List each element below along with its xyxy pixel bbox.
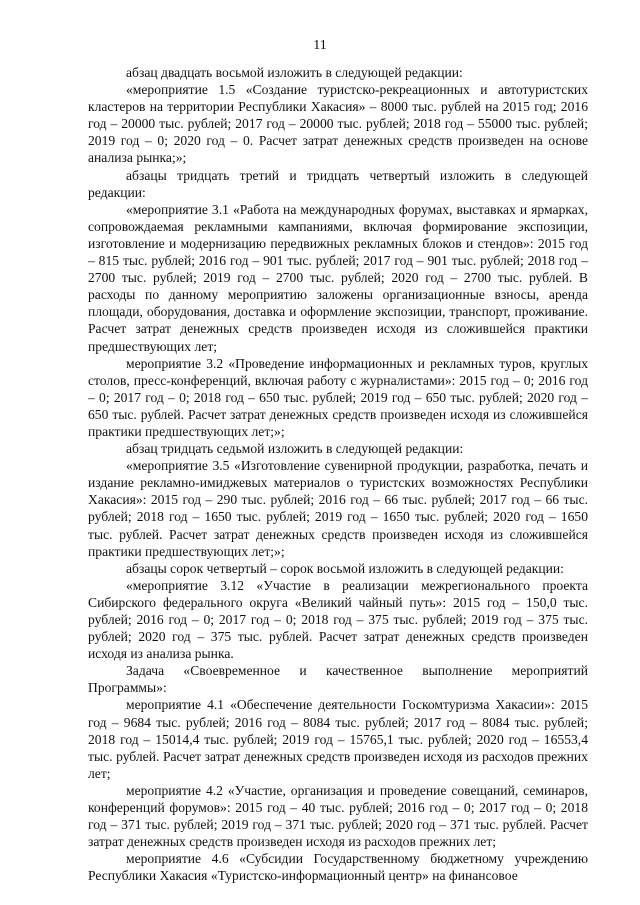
paragraph-7: «мероприятие 3.5 «Изготовление сувенирной продукции, разработка, печать и издание рекламно-имиджевых материалов о туристских возможностях Республики Хакасия»: 2015 год – 290 тыс. рублей; 2016 год – 66 тыс. рублей; 2017 год – 66 тыс. рублей; 2018 год – 1650 тыс. рублей; 2019 год – 1650 тыс. рублей; 2020 год – 1650 тыс. рублей. Расчет затрат денежных средств произведен исходя из сложившейся практики предшествующих лет;»; [88,458,588,559]
paragraph-13: мероприятие 4.6 «Субсидии Государственному бюджетному учреждению Республики Хакасия «Туристско-информационный центр» на финансовое [88,851,588,884]
paragraph-10: Задача «Своевременное и качественное выполнение мероприятий Программы»: [88,663,588,696]
page-number: 11 [313,38,327,53]
document-body [88,64,588,885]
paragraph-12: мероприятие 4.2 «Участие, организация и проведение совещаний, семинаров, конференций форумов»: 2015 год – 40 тыс. рублей; 2016 год – 0; 2017 год – 0; 2018 год – 371 тыс. рублей; 2019 год – 371 тыс. рублей; 2020 год – 371 тыс. рублей. Расчет затрат денежных средств произведен исходя из расходов прежних лет; [88,782,588,850]
paragraph-2: «мероприятие 1.5 «Создание туристско-рекреационных и автотуристских кластеров на территории Республики Хакасия» – 8000 тыс. рублей на 2015 год; 2016 год – 20000 тыс. рублей; 2017 год – 20000 тыс. рублей; 2018 год – 55000 тыс. рублей; 2019 год – 0; 2020 год – 0. Расчет затрат денежных средств произведен на основе анализа рынка;»; [88,82,588,166]
paragraph-6: абзац тридцать седьмой изложить в следующей редакции: [126,441,464,457]
paragraph-8: абзацы сорок четвертый – сорок восьмой изложить в следующей редакции: [126,560,564,576]
paragraph-5: мероприятие 3.2 «Проведение информационных и рекламных туров, круглых столов, пресс-конференций, включая работу с журналистами»: 2015 год – 0; 2016 год – 0; 2017 год – 0; 2018 год – 650 тыс. рублей; 2019 год – 650 тыс. рублей; 2020 год – 650 тыс. рублей. Расчет затрат денежных средств произведен исходя из сложившейся практики предшествующих лет;»; [88,355,588,439]
paragraph-1: абзац двадцать восьмой изложить в следующей редакции: [126,65,463,80]
paragraph-3: абзацы тридцать третий и тридцать четвертый изложить в следующей редакции: [88,167,588,200]
paragraph-11: мероприятие 4.1 «Обеспечение деятельности Госкомтуризма Хакасии»: 2015 год – 9684 тыс. рублей; 2016 год – 8084 тыс. рублей; 2017 год – 8084 тыс. рублей; 2018 год – 15014,4 тыс. рублей; 2019 год – 15765,1 тыс. рублей; 2020 год – 16553,4 тыс. рублей. Расчет затрат денежных средств произведен исходя из расходов прежних лет; [88,697,588,781]
paragraph-9: «мероприятие 3.12 «Участие в реализации межрегионального проекта Сибирского федерального округа «Великий чайный путь»: 2015 год – 150,0 тыс. рублей; 2016 год – 0; 2017 год – 0; 2018 год – 375 тыс. рублей; 2019 год – 375 тыс. рублей; 2020 год – 375 тыс. рублей. Расчет затрат денежных средств произведен исходя из анализа рынка. [88,577,588,662]
paragraph-4: «мероприятие 3.1 «Работа на международных форумах, выставках и ярмарках, сопровождаемая рекламными кампаниями, включая формирование экспозиции, изготовление и модернизацию передвижных рекламных блоков и стендов»: 2015 год – 815 тыс. рублей; 2016 год – 901 тыс. рублей; 2017 год – 901 тыс. рублей; 2018 год – 2700 тыс. рублей; 2019 год – 2700 тыс. рублей; 2020 год – 2700 тыс. рублей. В расходы по данному мероприятию заложены организационные взносы, аренда площади, оборудования, доставка и оформление экспозиции, транспорт, проживание. Расчет затрат денежных средств произведен исходя из сложившейся практики предшествующих лет; [88,201,588,354]
